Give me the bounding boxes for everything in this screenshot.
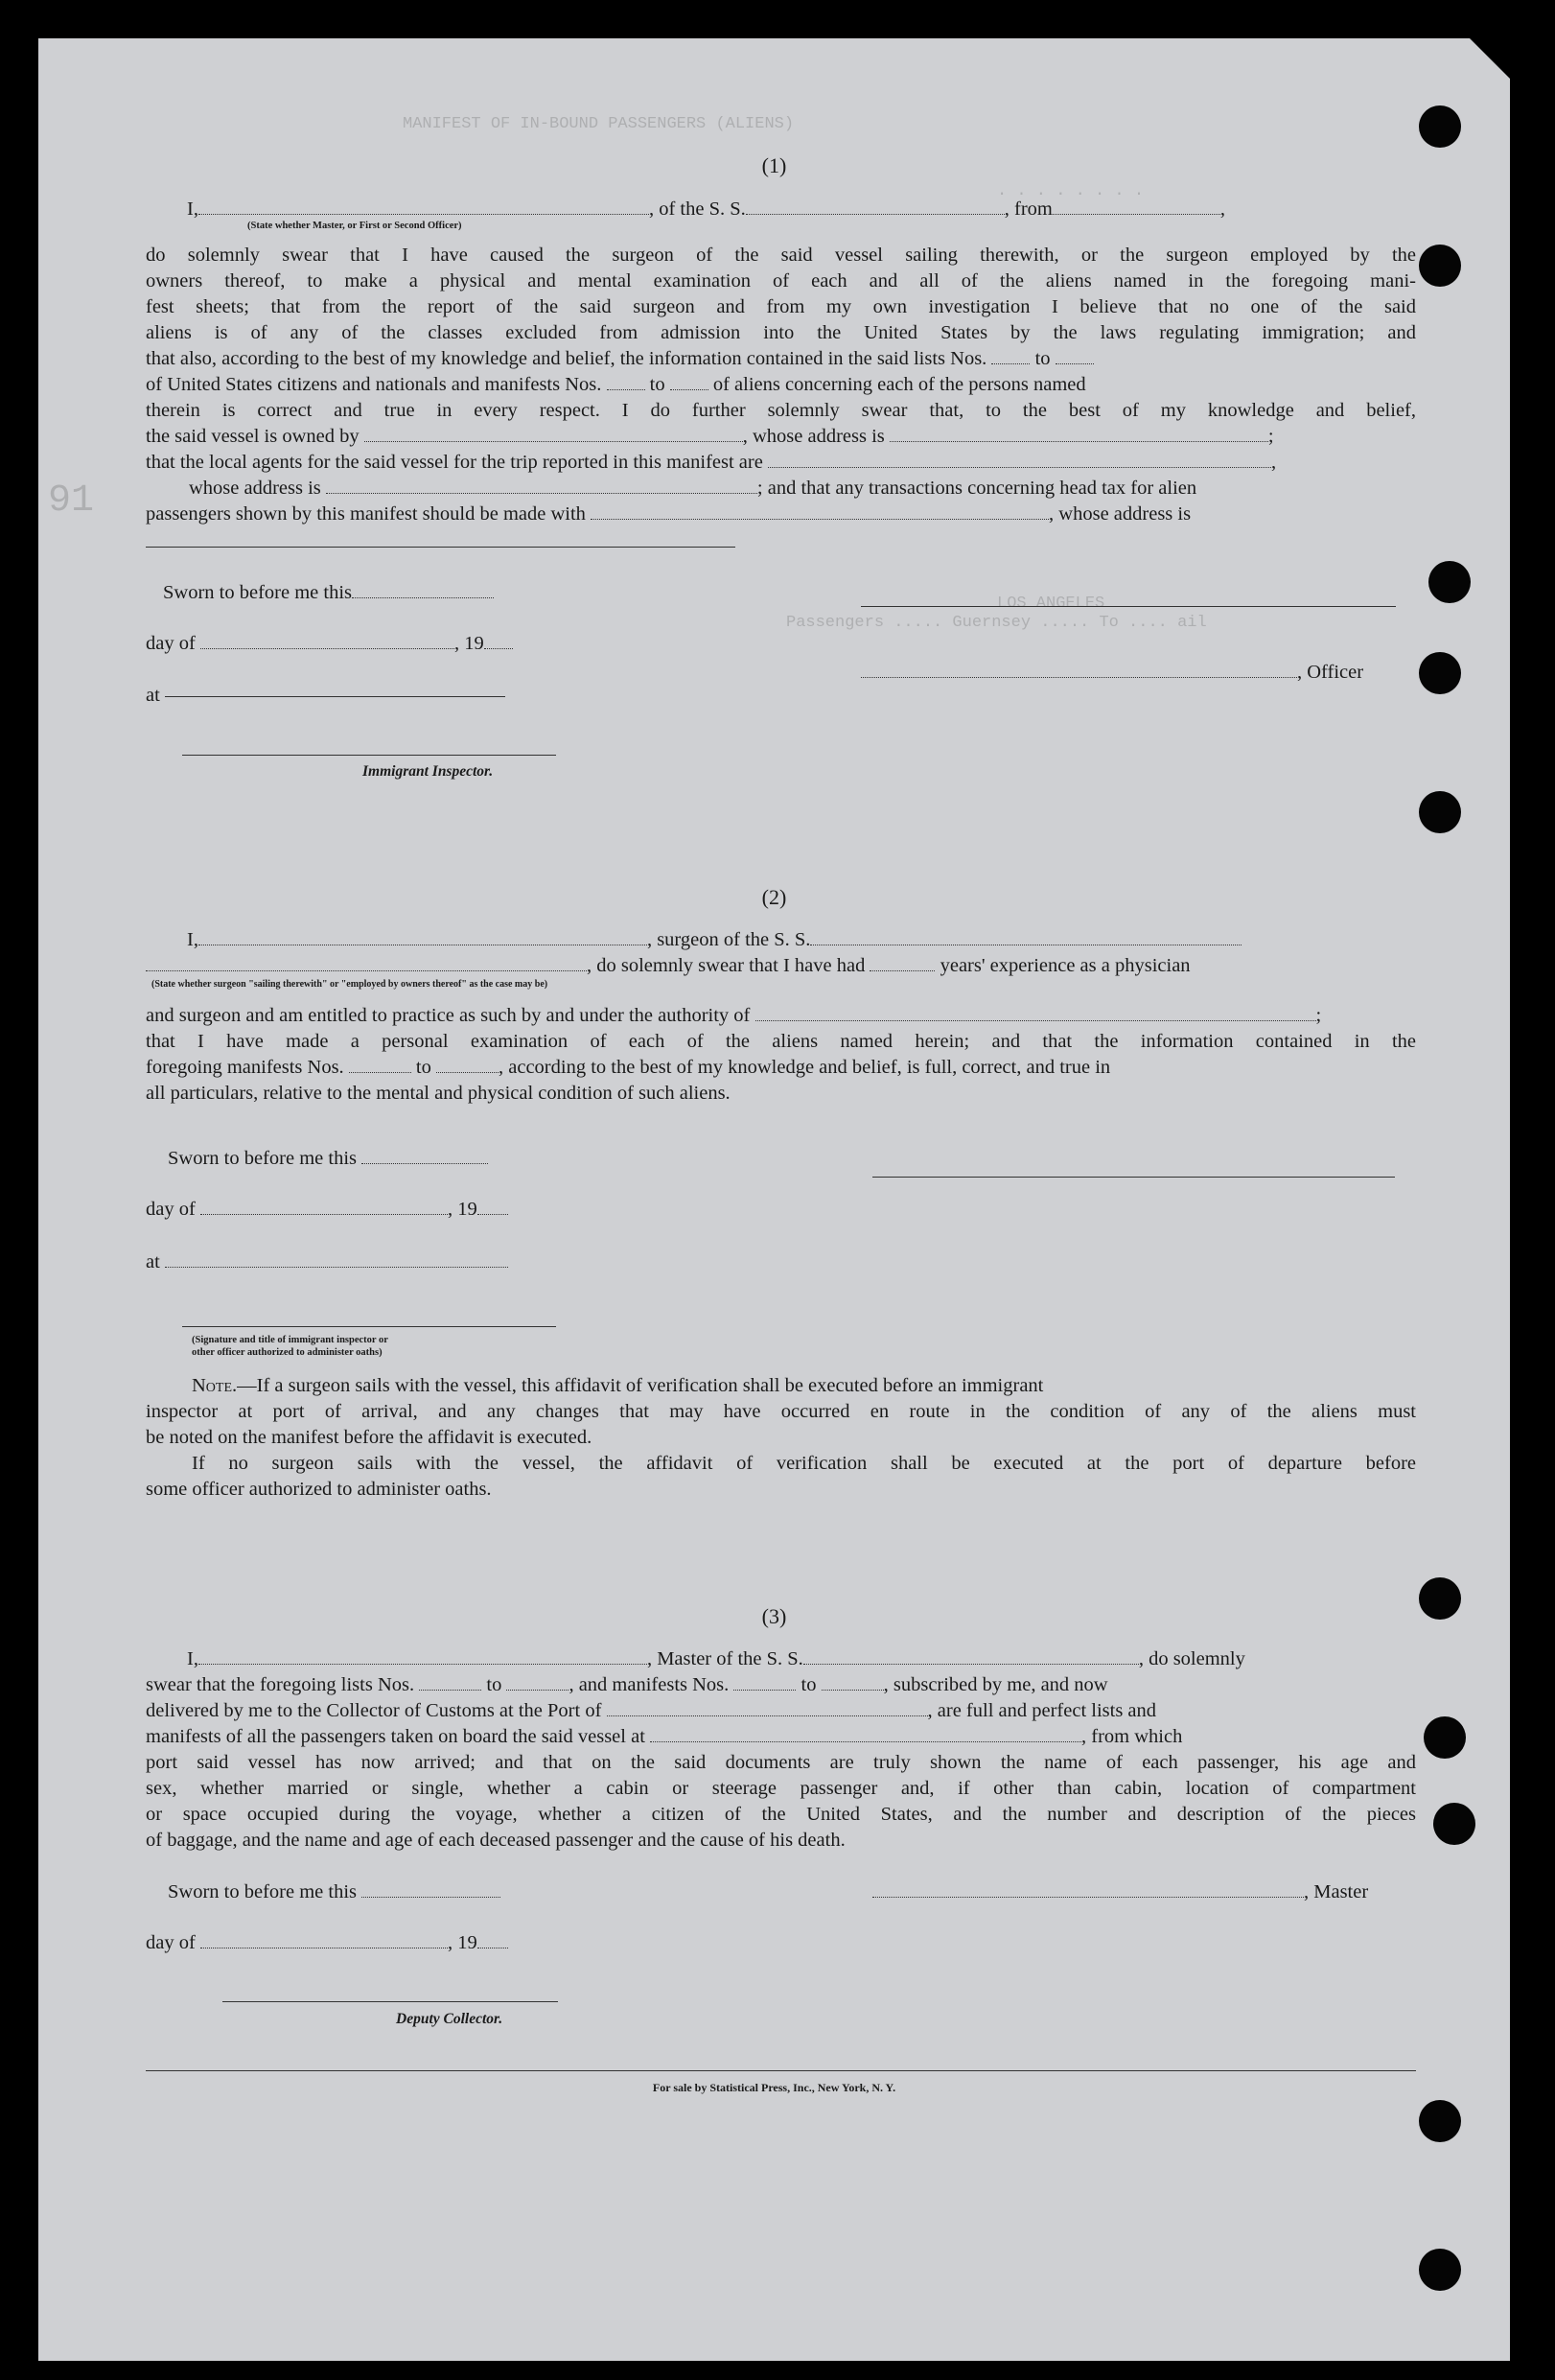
blank-field bbox=[198, 1648, 647, 1665]
paragraph-line: port said vessel has now arrived; and that on the said documents are truly shown the name of each passenger, his age and bbox=[146, 1752, 1416, 1773]
master-line bbox=[872, 1879, 1368, 1905]
text: foregoing manifests Nos. bbox=[146, 1057, 344, 1078]
blank-line bbox=[146, 547, 735, 548]
text: of aliens concerning each of the persons named bbox=[712, 374, 1086, 395]
text: —If a surgeon sails with the vessel, this affidavit of verification shall be executed before an immigrant bbox=[237, 1375, 1044, 1396]
text: , are full and perfect lists and bbox=[927, 1700, 1157, 1721]
note-label: Note. bbox=[192, 1375, 238, 1396]
blank-field bbox=[146, 955, 587, 971]
folded-corner bbox=[1470, 38, 1510, 79]
sworn-line bbox=[163, 580, 494, 606]
oath-line bbox=[187, 197, 1225, 222]
blank-field bbox=[822, 1674, 884, 1691]
document-page bbox=[38, 38, 1510, 2361]
blank-field bbox=[591, 503, 1049, 520]
blank-field bbox=[165, 1251, 508, 1268]
text: at bbox=[146, 1251, 160, 1272]
paragraph-line bbox=[146, 502, 1191, 527]
text: to bbox=[486, 1674, 502, 1695]
signature-line bbox=[182, 755, 556, 756]
paragraph-line bbox=[146, 372, 1086, 398]
sworn-line bbox=[168, 1879, 500, 1905]
blank-field bbox=[361, 1881, 500, 1898]
signature-line bbox=[182, 1326, 556, 1327]
paragraph-line bbox=[146, 346, 1094, 372]
bleed-through-text: . . . . . . . . bbox=[997, 182, 1145, 200]
officer-note: (State whether Master, or First or Second Officer) bbox=[247, 221, 462, 231]
text: , bbox=[1219, 198, 1225, 220]
blank-field bbox=[890, 426, 1268, 442]
text: , whose address is bbox=[1049, 503, 1192, 525]
blank-field bbox=[755, 1005, 1316, 1021]
collector-label: Deputy Collector. bbox=[396, 2011, 503, 2027]
blank-field bbox=[991, 348, 1030, 364]
text: day of bbox=[146, 1932, 196, 1953]
blank-field bbox=[506, 1674, 569, 1691]
officer-line bbox=[861, 660, 1363, 686]
paragraph-line: or space occupied during the voyage, whether a citizen of the United States, and the number and description of the pieces bbox=[146, 1804, 1416, 1825]
text: and surgeon and am entitled to practice as such by and under the authority of bbox=[146, 1005, 751, 1026]
text: I, bbox=[187, 1648, 198, 1669]
paragraph-line: that I have made a personal examination of each of the aliens named herein; and that the information contained in the bbox=[146, 1031, 1416, 1052]
text: , Master of the S. S. bbox=[646, 1648, 803, 1669]
paragraph-line bbox=[146, 1672, 1108, 1698]
paragraph-line: all particulars, relative to the mental and physical condition of such aliens. bbox=[146, 1083, 731, 1104]
text: the said vessel is owned by bbox=[146, 426, 360, 447]
punch-hole bbox=[1419, 2100, 1461, 2142]
blank-field bbox=[200, 633, 454, 649]
sworn-line bbox=[168, 1146, 488, 1172]
text: ; bbox=[1267, 426, 1274, 447]
text: , do solemnly bbox=[1138, 1648, 1245, 1669]
blank-field bbox=[361, 1148, 488, 1164]
text: I, bbox=[187, 198, 198, 220]
paragraph-line: of baggage, and the name and age of each deceased passenger and the cause of his death. bbox=[146, 1830, 846, 1851]
text: , Officer bbox=[1297, 662, 1364, 683]
blank-field bbox=[810, 929, 1242, 945]
blank-field bbox=[364, 426, 743, 442]
bleed-through-text: 91 bbox=[48, 479, 95, 523]
blank-field bbox=[198, 198, 649, 215]
text: Sworn to before me this bbox=[168, 1148, 357, 1169]
text: passengers shown by this manifest should be made with bbox=[146, 503, 586, 525]
text: to bbox=[1034, 348, 1051, 369]
bleed-through-text: Passengers ..... Guernsey ..... To .... ail bbox=[786, 614, 1207, 632]
text: that the local agents for the said vessel for the trip reported in this manifest are bbox=[146, 452, 763, 473]
text: , bbox=[1270, 452, 1277, 473]
blank-field bbox=[768, 452, 1271, 468]
text: , from which bbox=[1081, 1726, 1183, 1747]
bleed-through-text: LOS ANGELES bbox=[997, 595, 1105, 613]
paragraph-line: fest sheets; that from the report of the said surgeon and from my own investigation I believe that no one of the said bbox=[146, 296, 1416, 317]
blank-field bbox=[419, 1674, 481, 1691]
blank-field bbox=[198, 929, 647, 945]
note-line: inspector at port of arrival, and any changes that may have occurred en route in the condition of any of the aliens must bbox=[146, 1401, 1416, 1422]
paragraph-line bbox=[146, 1055, 1110, 1081]
text: , 19 bbox=[453, 633, 484, 654]
note-line: be noted on the manifest before the affidavit is executed. bbox=[146, 1427, 592, 1448]
signature-line bbox=[222, 2001, 558, 2002]
printer-footer: For sale by Statistical Press, Inc., New York, N. Y. bbox=[652, 2081, 896, 2094]
text: to bbox=[649, 374, 665, 395]
blank-field bbox=[200, 1199, 448, 1215]
footer-rule bbox=[146, 2070, 1416, 2071]
signature-line bbox=[872, 1177, 1395, 1178]
punch-hole bbox=[1433, 1803, 1475, 1845]
paragraph-line: aliens is of any of the classes excluded from admission into the United States by the laws regulating immigration; and bbox=[146, 322, 1416, 343]
blank-field bbox=[870, 955, 935, 971]
blank-field bbox=[803, 1648, 1139, 1665]
paragraph-line: sex, whether married or single, whether a cabin or steerage passenger and, if other than cabin, location of compartment bbox=[146, 1778, 1416, 1799]
text: , from bbox=[1004, 198, 1053, 220]
punch-hole bbox=[1424, 1716, 1466, 1759]
at-line bbox=[146, 683, 505, 709]
punch-hole bbox=[1419, 245, 1461, 287]
text: , whose address is bbox=[742, 426, 885, 447]
punch-hole bbox=[1419, 791, 1461, 833]
text: , do solemnly swear that I have had bbox=[587, 955, 866, 976]
blank-field bbox=[477, 1199, 508, 1215]
signature-note: (Signature and title of immigrant inspector or bbox=[192, 1335, 388, 1345]
text: , 19 bbox=[447, 1932, 477, 1953]
text: ; and that any transactions concerning head tax for alien bbox=[756, 478, 1197, 499]
signature-note: other officer authorized to administer oaths) bbox=[192, 1347, 383, 1358]
blank-field bbox=[1053, 198, 1220, 215]
blank-field bbox=[436, 1057, 499, 1073]
text: swear that the foregoing lists Nos. bbox=[146, 1674, 415, 1695]
text: , according to the best of my knowledge and belief, is full, correct, and true in bbox=[499, 1057, 1111, 1078]
section-number: (3) bbox=[761, 1604, 787, 1628]
text: whose address is bbox=[189, 478, 321, 499]
paragraph-line bbox=[146, 1724, 1182, 1750]
signature-line bbox=[861, 606, 1396, 607]
inspector-label: Immigrant Inspector. bbox=[362, 763, 494, 780]
text: of United States citizens and nationals and manifests Nos. bbox=[146, 374, 602, 395]
text: , and manifests Nos. bbox=[569, 1674, 730, 1695]
text: I, bbox=[187, 929, 198, 950]
paragraph-line bbox=[146, 424, 1274, 450]
text: manifests of all the passengers taken on board the said vessel at bbox=[146, 1726, 645, 1747]
day-of-line bbox=[146, 631, 513, 657]
oath-line bbox=[187, 927, 1242, 953]
blank-field bbox=[165, 696, 505, 697]
text: day of bbox=[146, 633, 196, 654]
text: to bbox=[415, 1057, 431, 1078]
blank-field bbox=[200, 1932, 448, 1948]
punch-hole bbox=[1428, 561, 1471, 603]
blank-field bbox=[872, 1881, 1304, 1898]
day-of-line bbox=[146, 1197, 508, 1223]
surgeon-note: (State whether surgeon "sailing therewith" or "employed by owners thereof" as the case may be) bbox=[151, 979, 548, 990]
punch-hole bbox=[1419, 2249, 1461, 2291]
text: , 19 bbox=[447, 1199, 477, 1220]
punch-hole bbox=[1419, 652, 1461, 694]
blank-field bbox=[861, 662, 1297, 678]
paragraph-line: therein is correct and true in every respect. I do further solemnly swear that, to the best of my knowledge and belief, bbox=[146, 400, 1416, 421]
text: years' experience as a physician bbox=[940, 955, 1191, 976]
paragraph-line bbox=[146, 476, 1196, 502]
text: day of bbox=[146, 1199, 196, 1220]
paragraph-line bbox=[146, 1698, 1156, 1724]
blank-field bbox=[746, 198, 1005, 215]
blank-field bbox=[733, 1674, 796, 1691]
paragraph-line: do solemnly swear that I have caused the surgeon of the said vessel sailing therewith, or the surgeon employed by the bbox=[146, 245, 1416, 266]
text: delivered by me to the Collector of Customs at the Port of bbox=[146, 1700, 602, 1721]
blank-field bbox=[326, 478, 757, 494]
text: , surgeon of the S. S. bbox=[646, 929, 811, 950]
blank-field bbox=[650, 1726, 1081, 1742]
bleed-through-text: MANIFEST OF IN-BOUND PASSENGERS (ALIENS) bbox=[403, 115, 795, 133]
text: that also, according to the best of my knowledge and belief, the information contained in the said lists Nos. bbox=[146, 348, 987, 369]
blank-field bbox=[607, 1700, 928, 1716]
text: , subscribed by me, and now bbox=[883, 1674, 1108, 1695]
oath-line bbox=[146, 953, 1191, 979]
paragraph-line: owners thereof, to make a physical and mental examination of each and all of the aliens named in the foregoing mani- bbox=[146, 270, 1416, 292]
text: , of the S. S. bbox=[648, 198, 746, 220]
text: at bbox=[146, 685, 160, 706]
day-of-line bbox=[146, 1930, 508, 1956]
text: ; bbox=[1315, 1005, 1322, 1026]
note-line bbox=[192, 1373, 1043, 1399]
paragraph-line bbox=[146, 1003, 1321, 1029]
blank-field bbox=[477, 1932, 508, 1948]
text: to bbox=[801, 1674, 817, 1695]
blank-field bbox=[1056, 348, 1094, 364]
blank-field bbox=[349, 1057, 411, 1073]
section-number: (1) bbox=[761, 153, 787, 177]
blank-field bbox=[352, 582, 494, 598]
blank-field bbox=[484, 633, 513, 649]
text: Sworn to before me this bbox=[168, 1881, 357, 1902]
note-line: If no surgeon sails with the vessel, the affidavit of verification shall be executed at the port of departure before bbox=[192, 1453, 1416, 1474]
blank-field bbox=[607, 374, 645, 390]
blank-field bbox=[670, 374, 708, 390]
note-line: some officer authorized to administer oaths. bbox=[146, 1479, 492, 1500]
punch-hole bbox=[1419, 105, 1461, 148]
paragraph-line bbox=[146, 450, 1276, 476]
text: , Master bbox=[1304, 1881, 1369, 1902]
at-line bbox=[146, 1249, 508, 1275]
section-number: (2) bbox=[761, 885, 787, 909]
text: Sworn to before me this bbox=[163, 582, 352, 603]
oath-line bbox=[187, 1646, 1245, 1672]
